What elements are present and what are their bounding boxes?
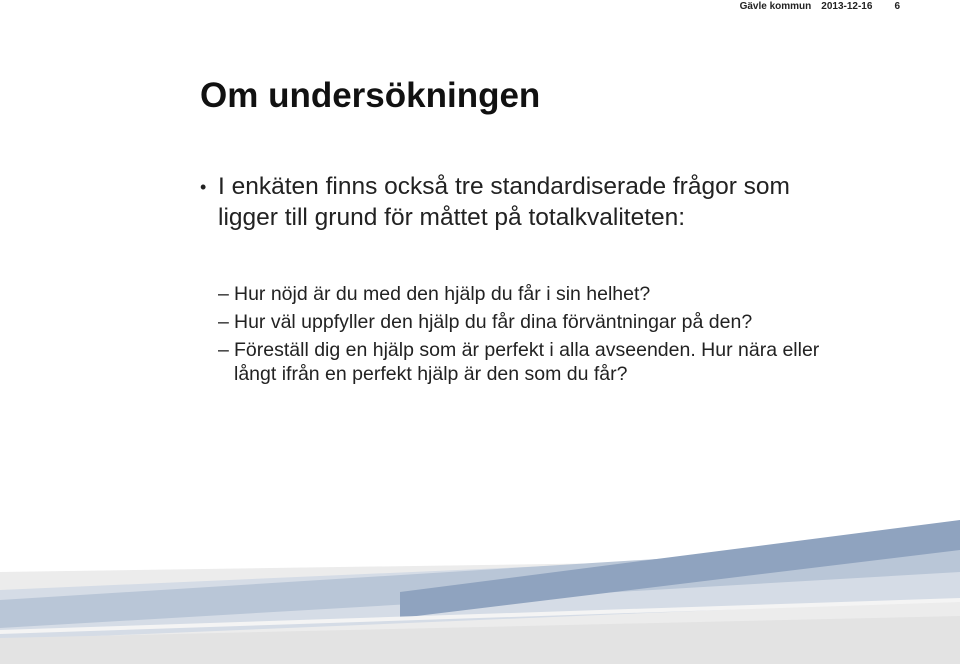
sub-bullet-text: Hur väl uppfyller den hjälp du får dina förväntningar på den?: [234, 311, 753, 333]
header-date: 2013-12-16: [821, 0, 873, 12]
sub-bullet-text: Föreställ dig en hjälp som är perfekt i alla avseenden. Hur nära eller långt ifrån en perfekt hjälp är den som du får?: [234, 339, 820, 385]
sub-bullet-item: [218, 338, 858, 386]
sub-bullet-list: [218, 282, 858, 390]
slide-title: Om undersökningen: [200, 76, 541, 115]
dash-icon: –: [218, 311, 229, 333]
decorative-wave-bands: [0, 520, 960, 664]
main-bullet-text: I enkäten finns också tre standardiserade frågor som ligger till grund för måttet på totalkvaliteten:: [218, 173, 790, 231]
header-organization: Gävle kommun: [739, 0, 812, 12]
bullet-dot-icon: •: [200, 177, 207, 197]
dash-icon: –: [218, 283, 229, 305]
dash-icon: –: [218, 339, 229, 361]
sub-bullet-text: Hur nöjd är du med den hjälp du får i sin helhet?: [234, 283, 651, 305]
sub-bullet-item: [218, 310, 858, 334]
main-bullet: [200, 172, 840, 233]
header-page-number: 6: [894, 0, 900, 12]
page-header: [740, 0, 960, 12]
sub-bullet-item: [218, 282, 858, 306]
